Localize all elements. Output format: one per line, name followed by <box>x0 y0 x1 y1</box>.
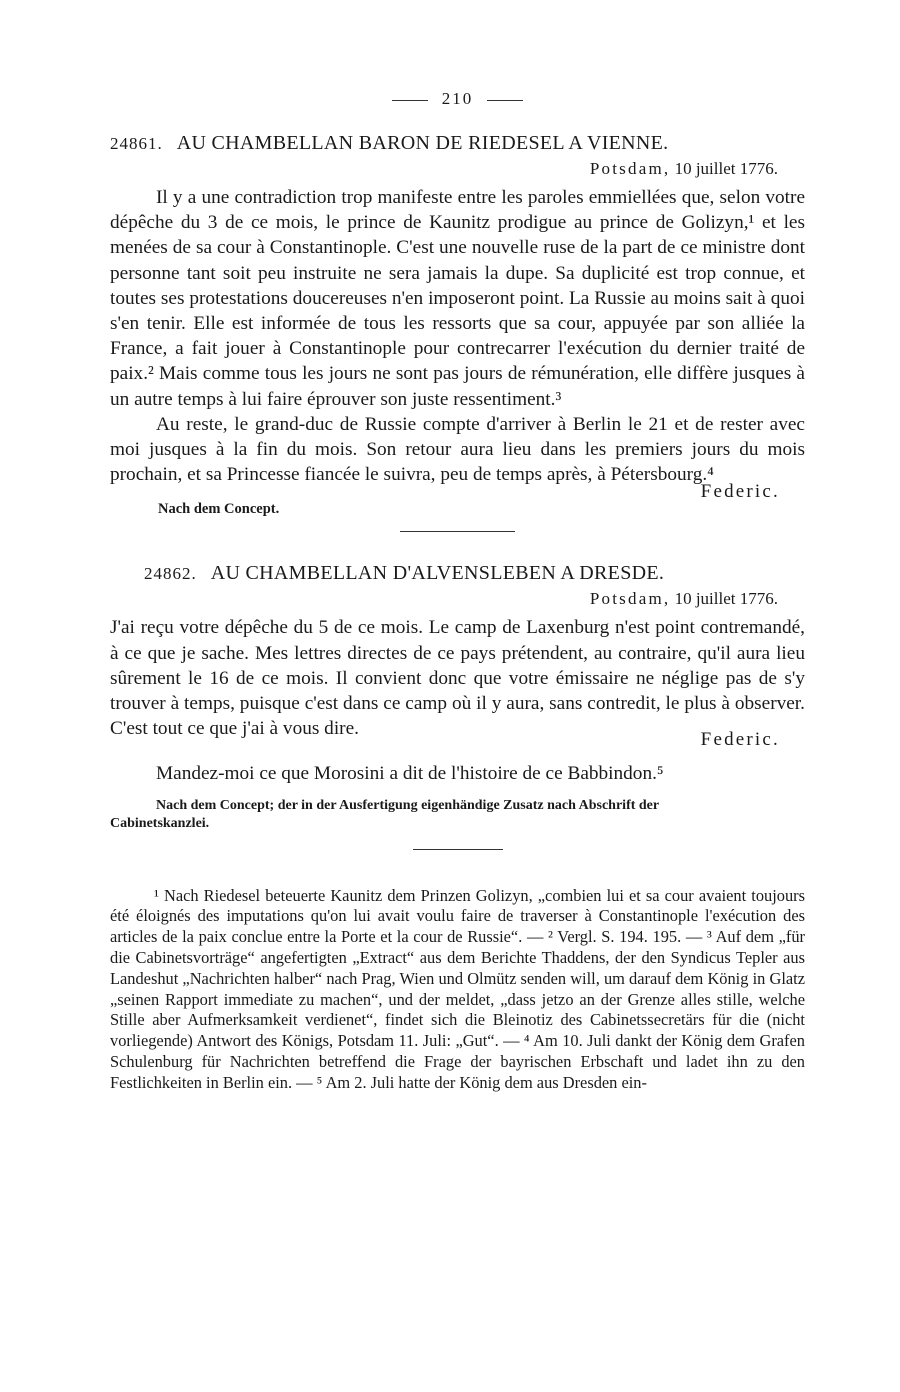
page-number <box>110 84 805 114</box>
letter2-paragraph1: J'ai reçu votre dépêche du 5 de ce mois. Le camp de Laxenburg n'est point contremandé, à ce que je sache. Mes lettres directes de ce pays prétendent, au contraire, qu'il aura lieu sûrement le 16 de ce mois. Il convient donc que votre émissaire ne néglige pas de s'y trouver à temps, puisque c'est dans ce camp où il y aura, sans contredit, le plus à observer. C'est tout ce que j'ai à vous dire. <box>110 617 805 740</box>
letter2-number: 24862. <box>144 564 197 584</box>
letter2-place: Potsdam, <box>589 589 671 609</box>
letter1-signature: Federic. <box>700 481 780 503</box>
letter1-paragraph2: Au reste, le grand-duc de Russie compte d'arriver à Berlin le 21 et de rester avec moi jusques à la fin du mois. Son retour aura lieu dans les premiers jours du mois prochain, et sa Princesse fiancée le suivra, peu de temps après, à Pétersbourg.⁴ <box>110 413 805 486</box>
letter2-place-date <box>110 587 778 611</box>
letter2-title: AU CHAMBELLAN D'ALVENSLEBEN A DRESDE. <box>210 562 665 585</box>
letter2-source-line1: Nach dem Concept; der in der Ausfertigung eigenhändige Zusatz nach Abschrift der <box>156 797 660 813</box>
letter1-heading <box>110 130 805 157</box>
page-number-text: 210 <box>441 89 474 108</box>
footnotes-block <box>110 886 805 1094</box>
letter1-place-date <box>110 157 778 181</box>
footnotes-text: ¹ Nach Riedesel beteuerte Kaunitz dem Prinzen Golizyn, „combien lui et sa cour avaient toujours été éloignés des imputations qu'on lui avait voulu faire de traverser à Constantinople l'exécution des articles de la paix conclue entre la Porte et la cour de Russie“. — ² Vergl. S. 194. 195. — ³ Auf dem „für die Cabinetsvorträge“ angefertigten „Extract“ aus dem Berichte Thaddens, der den Syndicus Tepler aus Landeshut „Nachrichten halber“ nach Prag, Wien und Olmütz senden will, um darauf dem König in Glatz „seinen Rapport immediate zu machen“, und der meldet, „dass jetzo an der Grenze alles stille, welche Stille aber Aufmerksamkeit verdienet“, findet sich die Bleinotiz des Cabinetssecretärs für die (nicht vorliegende) Antwort des Königs, Potsdam 11. Juli: „Gut“. — ⁴ Am 10. Juli dankt der König dem Grafen Schulenburg für Nachrichten betreffend die Frage der bayrischen Erbschaft und ladet ihn zu den Festlichkeiten in Berlin ein. — ⁵ Am 2. Juli hatte der König dem aus Dresden ein- <box>110 885 805 1092</box>
page-number-dash-left <box>392 100 428 101</box>
letter2-date: 10 juillet 1776. <box>674 589 778 609</box>
letter2-source <box>110 797 805 833</box>
page-number-dash-right <box>487 100 523 101</box>
letter1-source: Nach dem Concept. <box>158 501 280 518</box>
letter2-source-line2: Cabinetskanzlei. <box>110 815 210 831</box>
letter1-place: Potsdam, <box>589 159 671 178</box>
divider-rule <box>400 531 515 532</box>
document-page <box>110 84 805 1094</box>
letter2-heading <box>144 560 805 587</box>
footnote-rule <box>413 849 503 850</box>
letter1-date: 10 juillet 1776. <box>674 159 778 178</box>
letter1-title: AU CHAMBELLAN BARON DE RIEDESEL A VIENNE. <box>176 132 669 154</box>
letter1-paragraph1: Il y a une contradiction trop manifeste entre les paroles emmiellées que, selon votre dépêche du 3 de ce mois, le prince de Kaunitz prodigue au prince de Golizyn,¹ et les menées de sa cour à Constantinople. C'est une nouvelle ruse de la part de ce ministre dont personne tant soit peu instruite ne sera jamais la dupe. Sa duplicité est trop connue, et toutes ses protestations doucereuses n'en imposeront point. La Russie au moins sait à quoi s'en tenir. Elle est informée de tous les ressorts que sa cour, appuyée par son alliée la France, a fait jouer à Constantinople pour contrecarrer l'exécution du dernier traité de paix.² Mais comme tous les jours ne sont pas jours de rémunération, elle diffère jusques à un autre temps à lui faire éprouver son juste ressentiment.³ <box>110 187 805 410</box>
letter2-postscript: Mandez-moi ce que Morosini a dit de l'histoire de ce Babbindon.⁵ <box>156 763 664 785</box>
letter1-number: 24861. <box>110 134 163 153</box>
letter2-signature: Federic. <box>700 729 780 751</box>
